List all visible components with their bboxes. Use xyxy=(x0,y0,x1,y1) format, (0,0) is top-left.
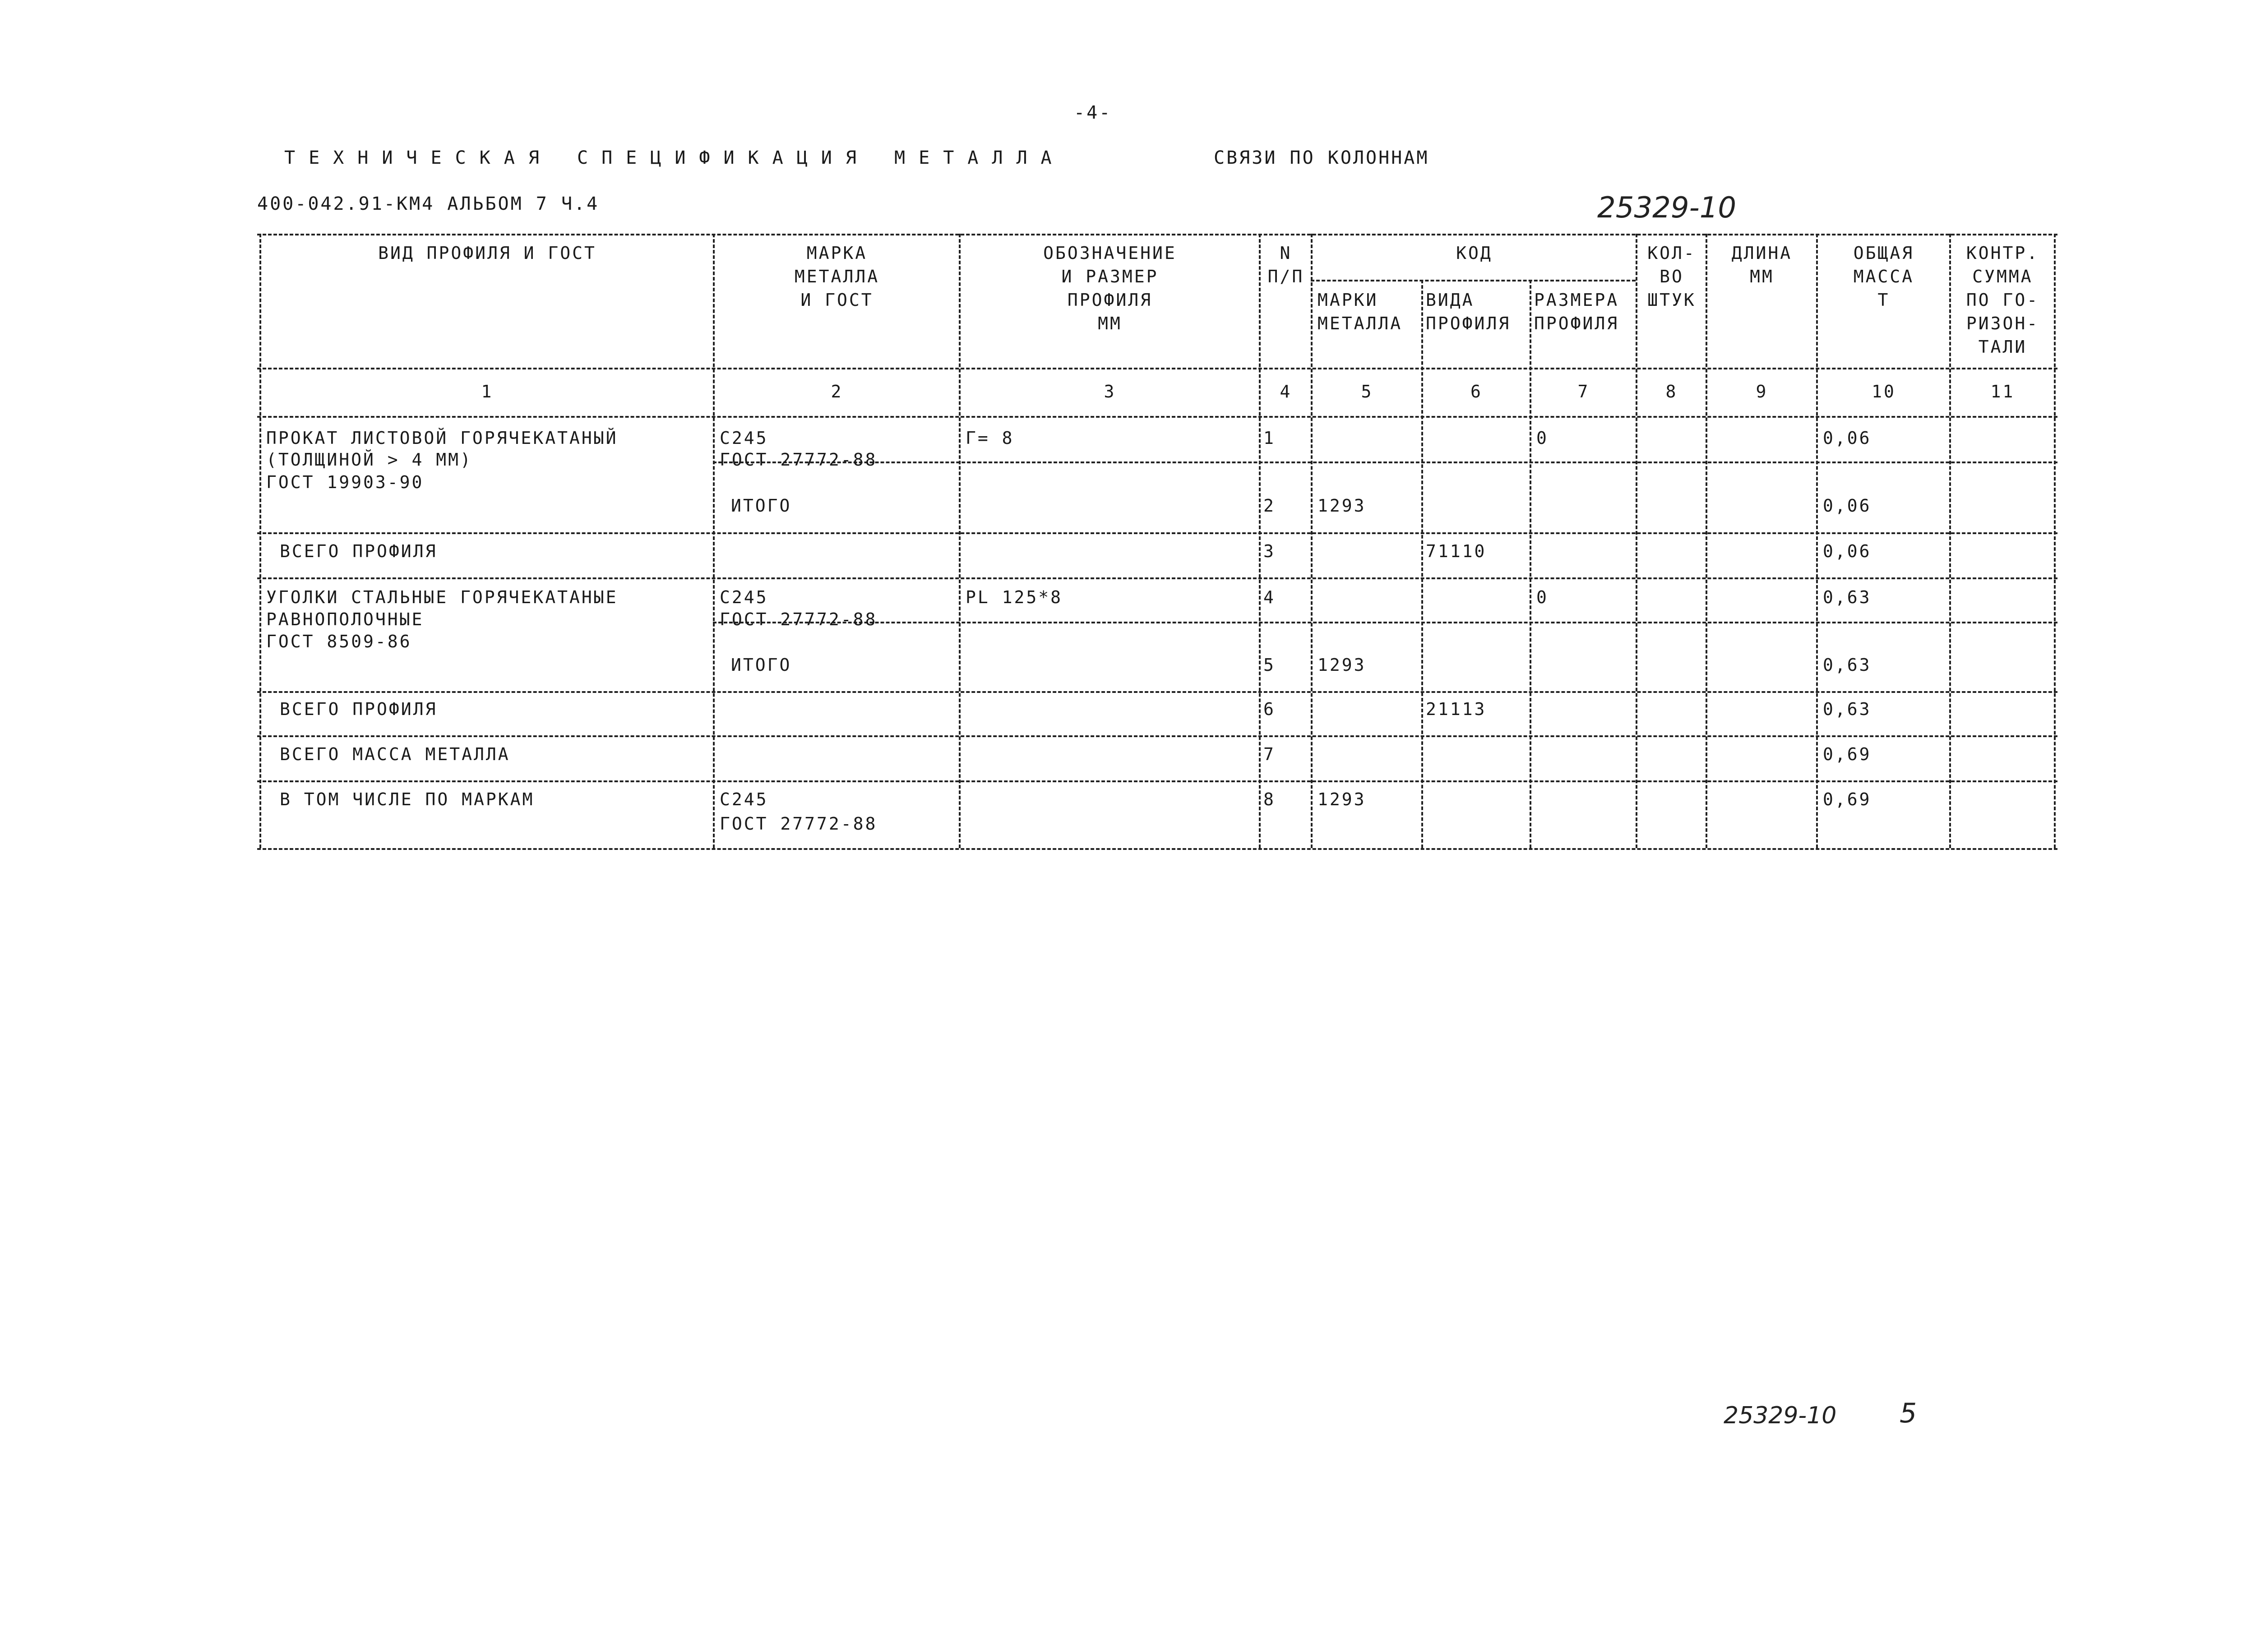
r6-n: 6 xyxy=(1263,699,1276,719)
handwritten-code-top: 25329-10 xyxy=(1597,191,1737,225)
page-number: -4- xyxy=(1074,102,1112,123)
colnum-10: 10 xyxy=(1872,382,1896,401)
header-col2-line3: И ГОСТ xyxy=(800,290,874,310)
r8-mark-line1: С245 xyxy=(720,789,768,809)
g1-profile-line2: (ТОЛЩИНОЙ > 4 ММ) xyxy=(266,450,472,470)
header-bottom-line xyxy=(257,368,2057,369)
header-col11-line4: РИЗОН- xyxy=(1966,314,2039,333)
header-col6-line1: ВИДА xyxy=(1426,290,1475,310)
colnum-9: 9 xyxy=(1756,382,1768,401)
kod-underline xyxy=(1311,280,1636,281)
col-border-7 xyxy=(1636,234,1637,848)
row3-line xyxy=(257,577,2057,579)
header-col5-line1: МАРКИ xyxy=(1318,290,1378,310)
r8-label: В ТОМ ЧИСЛЕ ПО МАРКАМ xyxy=(280,789,535,809)
colnum-1: 1 xyxy=(481,382,494,401)
colnum-8: 8 xyxy=(1665,382,1678,401)
header-col3-line4: ММ xyxy=(1098,314,1122,333)
row5-line xyxy=(257,691,2057,693)
g1-mark-line1: С245 xyxy=(720,428,768,448)
r5-n: 5 xyxy=(1263,655,1276,675)
header-col11-line2: СУММА xyxy=(1972,267,2033,286)
col-border-1 xyxy=(713,234,715,848)
r3-n: 3 xyxy=(1263,541,1276,561)
header-col3-line2: И РАЗМЕР xyxy=(1061,267,1159,286)
r1-mass: 0,06 xyxy=(1823,428,1872,448)
g1-mark-line2: ГОСТ 27772-88 xyxy=(720,450,878,470)
colnum-bottom-line xyxy=(257,416,2057,418)
col-border-6 xyxy=(1530,280,1531,848)
document-title: ТЕХНИЧЕСКАЯ СПЕЦИФИКАЦИЯ МЕТАЛЛА xyxy=(284,148,1065,168)
colnum-6: 6 xyxy=(1470,382,1483,401)
header-col11-line5: ТАЛИ xyxy=(1978,337,2027,357)
col-border-4 xyxy=(1311,234,1313,848)
col-border-10 xyxy=(1949,234,1951,848)
r7-n: 7 xyxy=(1263,744,1276,764)
header-col10-line2: МАССА xyxy=(1853,267,1914,286)
r7-label: ВСЕГО МАССА МЕТАЛЛА xyxy=(280,744,510,764)
g1-size: Г= 8 xyxy=(966,428,1014,448)
header-col2-line2: МЕТАЛЛА xyxy=(794,267,880,286)
row6-line xyxy=(257,735,2057,737)
r6-label: ВСЕГО ПРОФИЛЯ xyxy=(280,699,438,719)
row1-line xyxy=(713,461,2057,463)
header-col1: ВИД ПРОФИЛЯ И ГОСТ xyxy=(378,243,596,263)
col-border-3 xyxy=(1259,234,1261,848)
r4-n: 4 xyxy=(1263,587,1276,607)
header-col11-line1: КОНТР. xyxy=(1966,243,2039,263)
col-border-5 xyxy=(1421,280,1423,848)
r2-label: ИТОГО xyxy=(731,496,792,516)
col-border-11 xyxy=(2054,234,2056,848)
header-col8-line3: ШТУК xyxy=(1647,290,1696,310)
header-col9-line1: ДЛИНА xyxy=(1731,243,1793,263)
g2-profile-line1: УГОЛКИ СТАЛЬНЫЕ ГОРЯЧЕКАТАНЫЕ xyxy=(266,587,618,607)
col-border-8 xyxy=(1706,234,1707,848)
colnum-3: 3 xyxy=(1104,382,1116,401)
header-col4-line2: П/П xyxy=(1267,267,1304,286)
row2-line xyxy=(257,532,2057,534)
header-col3-line1: ОБОЗНАЧЕНИЕ xyxy=(1043,243,1177,263)
col-border-0 xyxy=(259,234,261,848)
r6-vid: 21113 xyxy=(1426,699,1487,719)
g1-profile-line1: ПРОКАТ ЛИСТОВОЙ ГОРЯЧЕКАТАНЫЙ xyxy=(266,428,618,448)
r3-label: ВСЕГО ПРОФИЛЯ xyxy=(280,541,438,561)
header-col3-line3: ПРОФИЛЯ xyxy=(1067,290,1153,310)
r7-mass: 0,69 xyxy=(1823,744,1872,764)
g1-profile-line3: ГОСТ 19903-90 xyxy=(266,472,424,492)
handwritten-code-bottom: 25329-10 xyxy=(1724,1402,1837,1429)
header-col8-line2: ВО xyxy=(1660,267,1684,286)
r3-vid: 71110 xyxy=(1426,541,1487,561)
header-kod: КОД xyxy=(1456,243,1493,263)
r1-razm: 0 xyxy=(1536,428,1549,448)
r8-mark: 1293 xyxy=(1318,789,1366,809)
table-line-bottom xyxy=(257,848,2057,850)
r1-n: 1 xyxy=(1263,428,1276,448)
header-col11-line3: ПО ГО- xyxy=(1966,290,2039,310)
header-col2-line1: МАРКА xyxy=(806,243,868,263)
r2-mass: 0,06 xyxy=(1823,496,1872,516)
table-line-top xyxy=(257,234,2057,235)
row7-line xyxy=(257,780,2057,782)
r5-mass: 0,63 xyxy=(1823,655,1872,675)
g2-profile-line2: РАВНОПОЛОЧНЫЕ xyxy=(266,609,424,629)
album-reference: 400-042.91-КМ4 АЛЬБОМ 7 Ч.4 xyxy=(257,194,600,214)
r8-mass: 0,69 xyxy=(1823,789,1872,809)
g2-size: PL 125*8 xyxy=(966,587,1063,607)
g2-profile-line3: ГОСТ 8509-86 xyxy=(266,632,412,651)
colnum-4: 4 xyxy=(1280,382,1292,401)
header-col10-line3: Т xyxy=(1877,290,1890,310)
r4-mass: 0,63 xyxy=(1823,587,1872,607)
header-col4-line1: N xyxy=(1280,243,1292,263)
header-col5-line2: МЕТАЛЛА xyxy=(1318,314,1403,333)
g2-mark-line1: С245 xyxy=(720,587,768,607)
r8-n: 8 xyxy=(1263,789,1276,809)
colnum-2: 2 xyxy=(831,382,843,401)
row4-line xyxy=(713,622,2057,623)
r2-mark: 1293 xyxy=(1318,496,1366,516)
header-col6-line2: ПРОФИЛЯ xyxy=(1426,314,1511,333)
header-col8-line1: КОЛ- xyxy=(1647,243,1696,263)
colnum-11: 11 xyxy=(1990,382,2015,401)
col-border-9 xyxy=(1816,234,1818,848)
r4-razm: 0 xyxy=(1536,587,1549,607)
document-subtitle: СВЯЗИ ПО КОЛОННАМ xyxy=(1214,148,1429,168)
r2-n: 2 xyxy=(1263,496,1276,516)
header-col7-line2: ПРОФИЛЯ xyxy=(1534,314,1619,333)
colnum-7: 7 xyxy=(1577,382,1590,401)
r5-label: ИТОГО xyxy=(731,655,792,675)
col-border-2 xyxy=(959,234,961,848)
r3-mass: 0,06 xyxy=(1823,541,1872,561)
g2-mark-line2: ГОСТ 27772-88 xyxy=(720,609,878,629)
r6-mass: 0,63 xyxy=(1823,699,1872,719)
r5-mark: 1293 xyxy=(1318,655,1366,675)
colnum-5: 5 xyxy=(1361,382,1373,401)
header-col10-line1: ОБЩАЯ xyxy=(1853,243,1914,263)
header-col7-line1: РАЗМЕРА xyxy=(1534,290,1619,310)
handwritten-page-number: 5 xyxy=(1900,1398,1917,1429)
header-col9-line2: ММ xyxy=(1750,267,1774,286)
r8-mark-line2: ГОСТ 27772-88 xyxy=(720,814,878,834)
